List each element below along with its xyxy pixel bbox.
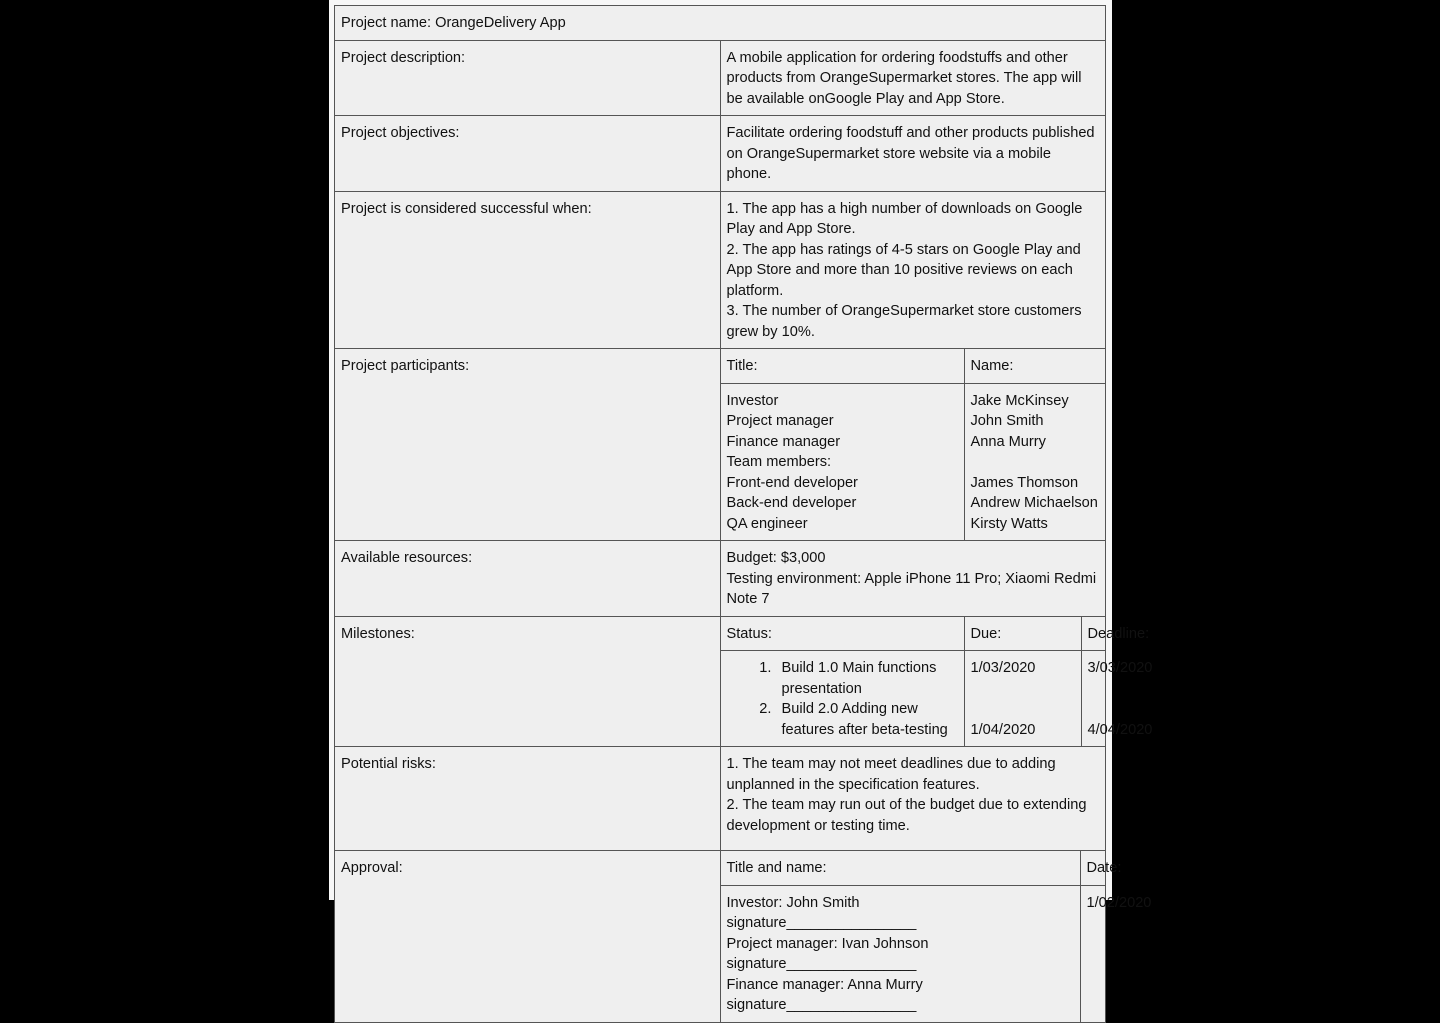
- participant-title: Front-end developer: [726, 474, 858, 491]
- participant-title: Investor: [726, 392, 779, 409]
- project-name: Project name: OrangeDelivery App: [335, 6, 1106, 41]
- document-page: [329, 0, 1153, 1013]
- risk-item: 1. The team may not meet deadlines due to adding unplanned in the specification features.: [726, 756, 1056, 793]
- description-text: A mobile application for ordering foodstuffs and other products from OrangeSupermarket stores. The app will be available onGoogle Play and App Store.: [720, 40, 1106, 116]
- milestone-status: 2. Build 2.0 Adding new features after beta-testing: [776, 699, 958, 740]
- milestones-table: [721, 617, 1153, 747]
- approval-line: Finance manager: Anna Murry: [726, 976, 923, 993]
- objectives-row: [335, 116, 1106, 192]
- signature-line: signature________________: [726, 915, 917, 931]
- description-label: Project description:: [335, 40, 721, 116]
- approval-date-header: Date:: [1080, 851, 1105, 885]
- milestone-status: 1. Build 1.0 Main functions presentation: [776, 658, 958, 699]
- participant-title: Back-end developer: [726, 495, 857, 511]
- objectives-label: Project objectives:: [335, 116, 721, 192]
- participant-name: Kirsty Watts: [970, 515, 1048, 532]
- description-row: [335, 40, 1106, 116]
- signature-line: signature________________: [726, 997, 917, 1013]
- participant-title: Team members:: [726, 454, 832, 470]
- milestones-label: Milestones:: [335, 616, 721, 747]
- participants-row: [335, 349, 1106, 541]
- participant-name: Andrew Michaelson: [970, 495, 1098, 511]
- participants-name-header: Name:: [964, 349, 1105, 383]
- project-charter-table: [334, 5, 1153, 1023]
- participant-title: QA engineer: [726, 515, 808, 532]
- approval-label: Approval:: [335, 851, 721, 1023]
- milestone-deadline: 4/04/2020: [1087, 721, 1153, 738]
- approval-line: Project manager: Ivan Johnson: [726, 935, 929, 952]
- participant-name: [971, 452, 1100, 473]
- milestones-status-list: [721, 651, 965, 747]
- resources-row: [335, 541, 1106, 617]
- approval-line: Investor: John Smith: [726, 894, 860, 911]
- approval-cell: [720, 851, 1152, 1023]
- milestone-due: 1/04/2020: [970, 721, 1036, 738]
- participant-name: Anna Murry: [970, 433, 1046, 450]
- success-item: 2. The app has ratings of 4-5 stars on Google Play and App Store and more than 10 positive reviews on each platform.: [726, 241, 1081, 299]
- resource-item: Testing environment: Apple iPhone 11 Pro; Xiaomi Redmi Note 7: [726, 570, 1097, 607]
- success-item: 1. The app has a high number of downloads on Google Play and App Store.: [726, 200, 1083, 237]
- signature-line: signature________________: [726, 956, 917, 972]
- participants-label: Project participants:: [335, 349, 721, 541]
- milestones-deadline-list: [1081, 651, 1153, 747]
- participant-title: Project manager: [726, 413, 834, 429]
- milestones-due-header: Due:: [964, 617, 1081, 651]
- participant-name: James Thomson: [970, 474, 1079, 491]
- milestones-row: [335, 616, 1106, 747]
- objectives-text: Facilitate ordering foodstuff and other products published on OrangeSupermarket store website via a mobile phone.: [720, 116, 1106, 192]
- resources-label: Available resources:: [335, 541, 721, 617]
- participant-name: John Smith: [970, 413, 1044, 429]
- participants-names: [964, 383, 1105, 540]
- milestone-deadline: 3/03/2020: [1087, 660, 1153, 676]
- approval-row: [335, 851, 1106, 1023]
- milestones-due-list: [964, 651, 1081, 747]
- participants-title-header: Title:: [721, 349, 965, 383]
- success-criteria: [720, 191, 1106, 349]
- milestones-status-header: Status:: [721, 617, 965, 651]
- approval-date: 1/02/2020: [1080, 885, 1105, 1022]
- success-row: [335, 191, 1106, 349]
- resource-item: Budget: $3,000: [726, 550, 826, 566]
- risks-row: [335, 747, 1106, 851]
- participant-title: Finance manager: [726, 433, 841, 450]
- success-item: 3. The number of OrangeSupermarket store customers grew by 10%.: [726, 303, 1082, 340]
- approval-signatures: [721, 885, 1081, 1022]
- project-name-row: [335, 6, 1106, 41]
- approval-table: [721, 851, 1152, 1022]
- participant-name: Jake McKinsey: [970, 392, 1069, 409]
- milestones-cell: [720, 616, 1153, 747]
- approval-title-header: Title and name:: [721, 851, 1081, 885]
- participants-table: [721, 349, 1106, 540]
- participants-cell: [720, 349, 1106, 541]
- risks-label: Potential risks:: [335, 747, 721, 851]
- risk-item: 2. The team may run out of the budget due to extending development or testing time.: [726, 797, 1087, 834]
- risks-list: [720, 747, 1106, 851]
- resources-list: [720, 541, 1106, 617]
- participants-titles: [721, 383, 965, 540]
- milestones-deadline-header: Deadline:: [1081, 617, 1105, 651]
- milestone-due: 1/03/2020: [970, 660, 1036, 676]
- success-label: Project is considered successful when:: [335, 191, 721, 349]
